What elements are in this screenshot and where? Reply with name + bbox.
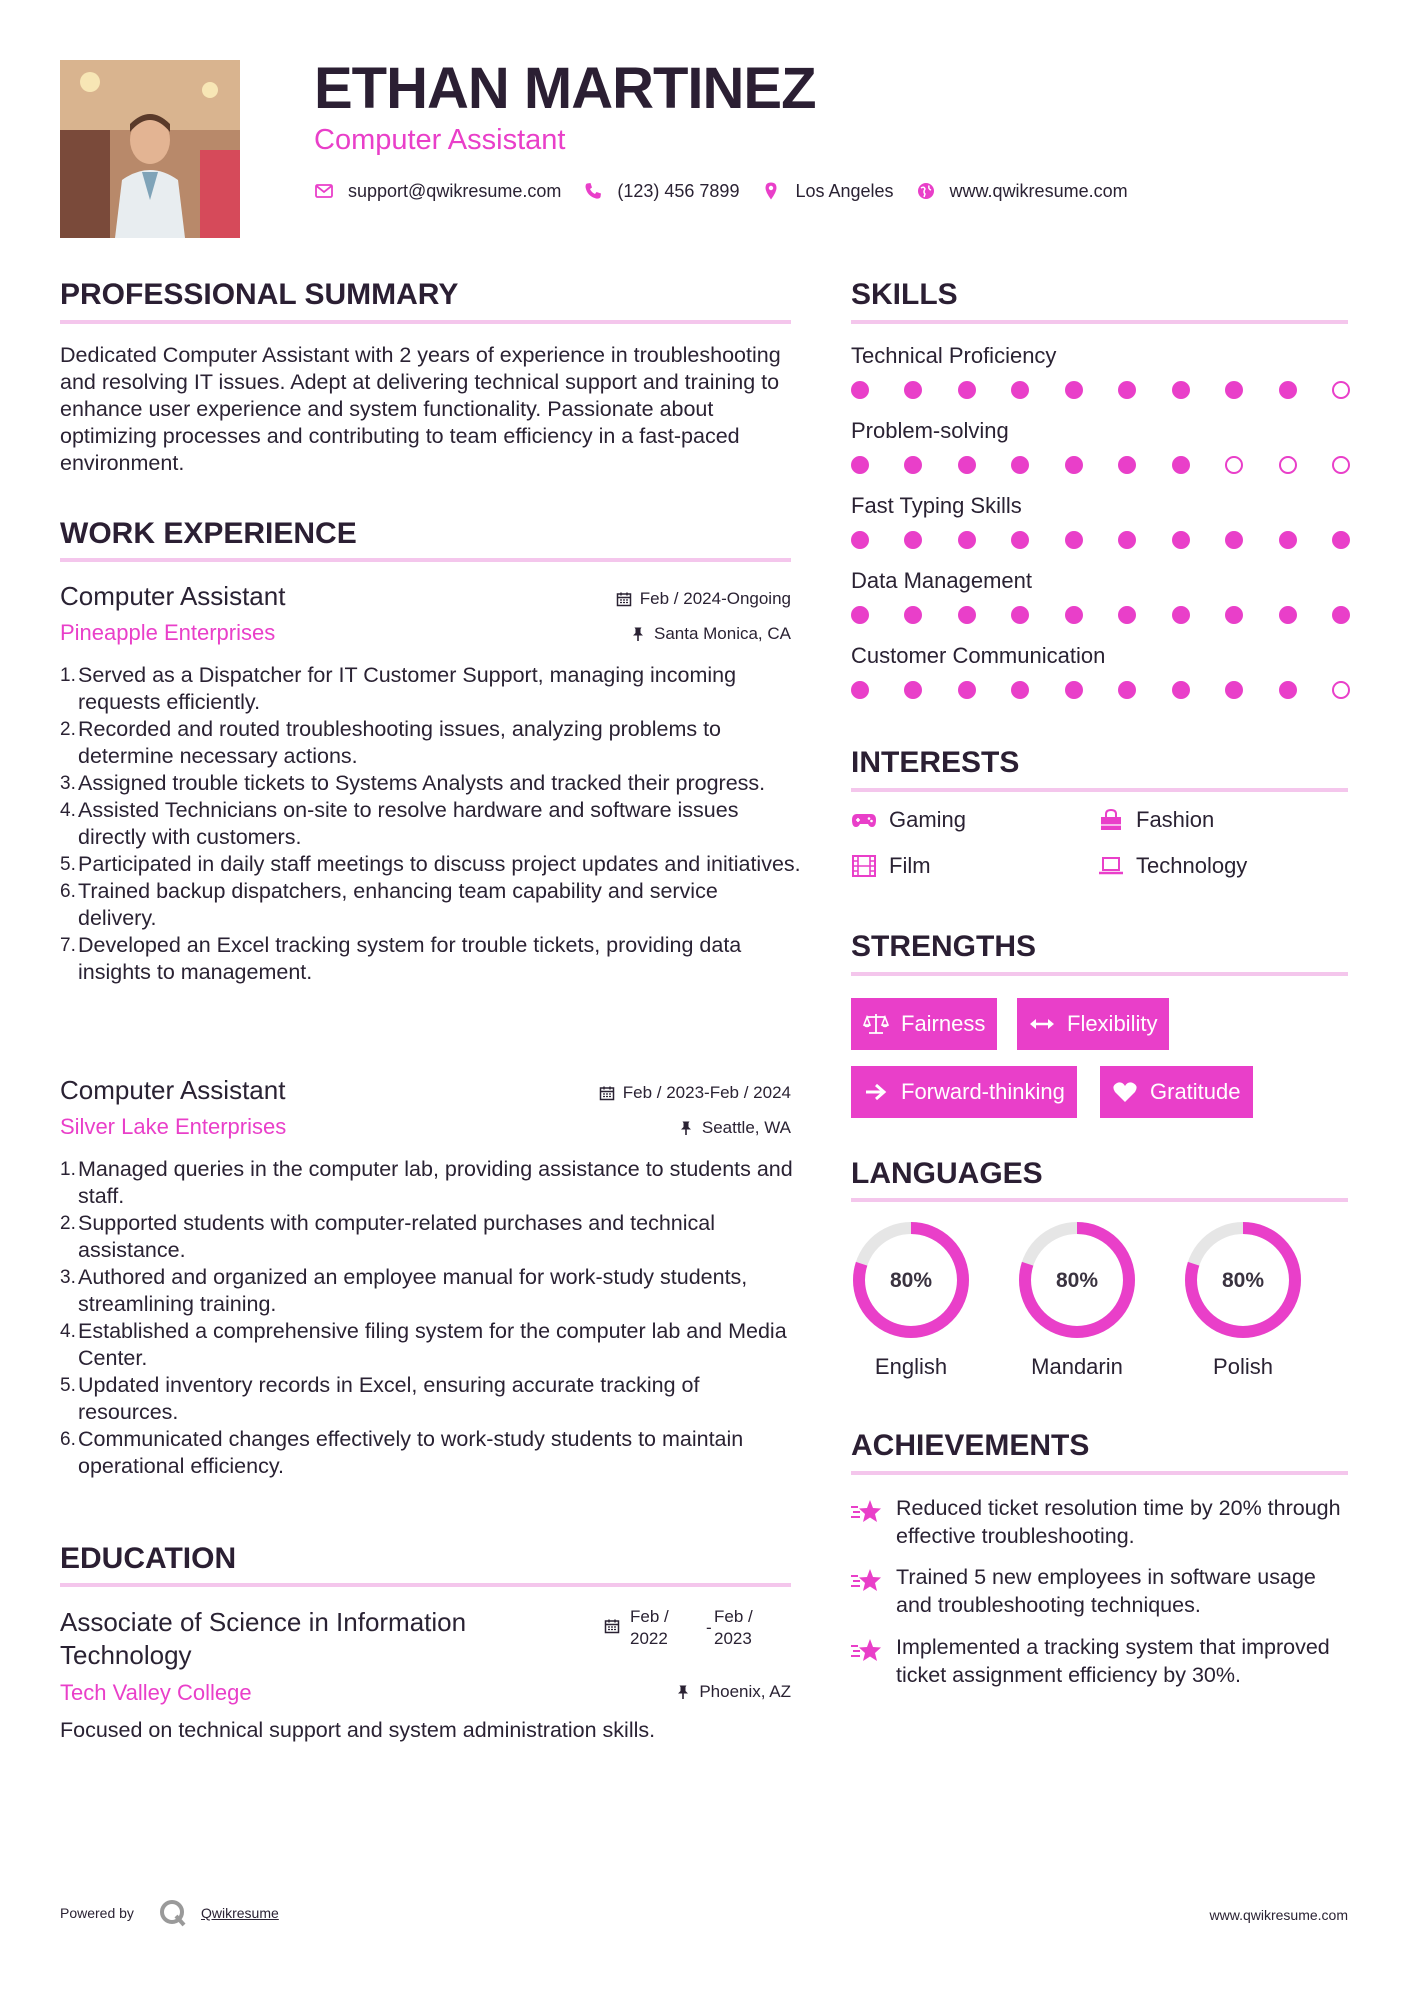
footer-website[interactable]: www.qwikresume.com bbox=[1209, 1907, 1348, 1923]
job-1-bullet: Participated in daily staff meetings to discuss project updates and initiatives. bbox=[78, 852, 801, 876]
strengths-rule bbox=[851, 972, 1348, 976]
interest-fashion bbox=[1098, 807, 1214, 833]
footer-powered-by: Powered by bbox=[60, 1905, 134, 1921]
job-2-company: Silver Lake Enterprises bbox=[60, 1114, 287, 1139]
languages-heading: LANGUAGES bbox=[851, 1157, 1043, 1190]
job-1-bullets bbox=[60, 662, 801, 986]
calendar-icon bbox=[599, 1085, 615, 1101]
strengths-heading: STRENGTHS bbox=[851, 930, 1037, 963]
achievement-text: Trained 5 new employees in software usage and troubleshooting techniques. bbox=[896, 1565, 1316, 1617]
rating-dot-filled bbox=[1225, 606, 1243, 624]
languages-rule bbox=[851, 1198, 1348, 1202]
strength-label: Flexibility bbox=[1067, 1011, 1158, 1036]
rating-dot-filled bbox=[904, 531, 922, 549]
job-2-bullet: Authored and organized an employee manual for work-study students, streamlining training. bbox=[78, 1265, 748, 1316]
experience-rule bbox=[60, 558, 791, 562]
job-1-location bbox=[480, 623, 791, 645]
shopping-bag-icon bbox=[1098, 808, 1124, 832]
job-1-dates-text: Feb / 2024-Ongoing bbox=[639, 589, 791, 608]
language-english bbox=[848, 1217, 974, 1381]
skill-rating bbox=[851, 456, 1350, 476]
rating-dot-filled bbox=[1065, 381, 1083, 399]
edu-end-year: 2023 bbox=[714, 1629, 752, 1648]
rating-dot-filled bbox=[1065, 681, 1083, 699]
achievements-heading: ACHIEVEMENTS bbox=[851, 1429, 1090, 1462]
skill-name: Data Management bbox=[851, 568, 1032, 593]
ring-percent: 80% bbox=[1055, 1269, 1099, 1292]
language-ring bbox=[1180, 1217, 1306, 1343]
rating-dot-filled bbox=[1279, 606, 1297, 624]
balance-scale-icon bbox=[863, 1012, 889, 1036]
rating-dot-filled bbox=[958, 606, 976, 624]
strength-label: Fairness bbox=[901, 1011, 986, 1036]
language-name: Polish bbox=[1213, 1354, 1273, 1379]
contact-website-text: www.qwikresume.com bbox=[949, 180, 1128, 201]
achievement-text: Implemented a tracking system that improved ticket assignment efficiency by 30%. bbox=[896, 1635, 1330, 1687]
heart-icon bbox=[1112, 1080, 1138, 1104]
globe-icon bbox=[916, 181, 936, 201]
rating-dot-filled bbox=[1172, 381, 1190, 399]
rating-dot-filled bbox=[1011, 681, 1029, 699]
skill-rating bbox=[851, 531, 1350, 551]
language-ring bbox=[1014, 1217, 1140, 1343]
job-2-bullet: Updated inventory records in Excel, ensuring accurate tracking of resources. bbox=[78, 1373, 700, 1424]
rating-dot-filled bbox=[1172, 606, 1190, 624]
rating-dot-filled bbox=[958, 531, 976, 549]
job-1-title: Computer Assistant bbox=[60, 581, 286, 611]
education-rule bbox=[60, 1583, 791, 1587]
rating-dot-filled bbox=[1172, 681, 1190, 699]
interests-rule bbox=[851, 788, 1348, 792]
rating-dot-filled bbox=[1011, 531, 1029, 549]
rating-dot-filled bbox=[1118, 531, 1136, 549]
film-icon bbox=[851, 854, 877, 878]
calendar-icon bbox=[604, 1618, 620, 1634]
phone-icon bbox=[583, 181, 603, 201]
interest-label: Gaming bbox=[889, 807, 967, 832]
laptop-icon bbox=[1098, 854, 1124, 878]
arrows-horizontal-icon bbox=[1029, 1012, 1055, 1036]
rating-dot-filled bbox=[851, 531, 869, 549]
rating-dot-empty bbox=[1332, 381, 1350, 399]
degree-line-2: Technology bbox=[60, 1640, 192, 1670]
job-2-location bbox=[480, 1117, 791, 1139]
strength-label: Forward-thinking bbox=[901, 1079, 1065, 1104]
job-1-company: Pineapple Enterprises bbox=[60, 620, 276, 645]
job-1-bullet: Trained backup dispatchers, enhancing team capability and service delivery. bbox=[78, 879, 718, 930]
interest-film bbox=[851, 853, 931, 879]
rating-dot-filled bbox=[1118, 606, 1136, 624]
rating-dot-filled bbox=[1065, 456, 1083, 474]
achievements-rule bbox=[851, 1471, 1348, 1475]
arrow-right-icon bbox=[863, 1080, 889, 1104]
candidate-title: Computer Assistant bbox=[314, 124, 566, 156]
rating-dot-filled bbox=[958, 381, 976, 399]
profile-photo bbox=[60, 60, 240, 238]
school-name: Tech Valley College bbox=[60, 1680, 252, 1705]
summary-rule bbox=[60, 320, 791, 324]
contact-email-text: support@qwikresume.com bbox=[348, 180, 562, 201]
rating-dot-filled bbox=[851, 456, 869, 474]
skills-rule bbox=[851, 320, 1348, 324]
rating-dot-empty bbox=[1279, 456, 1297, 474]
rating-dot-filled bbox=[904, 381, 922, 399]
rating-dot-filled bbox=[851, 381, 869, 399]
skill-name: Technical Proficiency bbox=[851, 343, 1057, 368]
envelope-icon bbox=[314, 181, 334, 201]
shooting-star-icon bbox=[850, 1498, 882, 1526]
rating-dot-filled bbox=[1332, 531, 1350, 549]
rating-dot-filled bbox=[851, 681, 869, 699]
job-1-dates bbox=[480, 588, 791, 610]
strength-fairness bbox=[851, 998, 997, 1050]
skill-name: Problem-solving bbox=[851, 418, 1009, 443]
rating-dot-filled bbox=[1011, 381, 1029, 399]
interest-label: Fashion bbox=[1136, 807, 1215, 832]
rating-dot-filled bbox=[1118, 456, 1136, 474]
job-2-dates bbox=[480, 1082, 791, 1104]
language-name: English bbox=[874, 1354, 948, 1379]
pushpin-icon bbox=[678, 1120, 694, 1136]
rating-dot-filled bbox=[1172, 456, 1190, 474]
contact-location-text: Los Angeles bbox=[795, 180, 894, 201]
pushpin-icon bbox=[630, 626, 646, 642]
interest-gaming bbox=[851, 807, 966, 833]
job-1-bullet: Assisted Technicians on-site to resolve hardware and software issues directly with customers. bbox=[78, 798, 739, 849]
rating-dot-filled bbox=[1172, 531, 1190, 549]
gamepad-icon bbox=[851, 808, 877, 832]
rating-dot-filled bbox=[1279, 381, 1297, 399]
interests-heading: INTERESTS bbox=[851, 746, 1020, 779]
contact-location bbox=[761, 181, 893, 202]
contact-phone[interactable] bbox=[583, 181, 739, 202]
edu-location bbox=[480, 1681, 791, 1703]
language-mandarin bbox=[1014, 1217, 1140, 1381]
rating-dot-filled bbox=[1065, 606, 1083, 624]
skill-rating bbox=[851, 606, 1350, 626]
job-1-bullet: Assigned trouble tickets to Systems Analysts and tracked their progress. bbox=[78, 771, 766, 795]
rating-dot-filled bbox=[1279, 681, 1297, 699]
achievement-item bbox=[850, 1494, 1350, 1550]
job-2-bullet: Communicated changes effectively to work-study students to maintain operational efficiency. bbox=[78, 1427, 744, 1478]
job-2-dates-text: Feb / 2023-Feb / 2024 bbox=[622, 1083, 791, 1102]
edu-location-text: Phoenix, AZ bbox=[699, 1682, 791, 1701]
rating-dot-filled bbox=[1118, 681, 1136, 699]
footer-brand-link[interactable]: Qwikresume bbox=[201, 1905, 279, 1921]
language-name: Mandarin bbox=[1031, 1354, 1123, 1379]
summary-text: Dedicated Computer Assistant with 2 years of experience in troubleshooting and resolving IT issues. Adept at delivering technical support and training to enhance user experience and system functionality. Passionate about optimizing processes and contributing to team efficiency in a fast-paced environment. bbox=[60, 343, 781, 475]
language-ring bbox=[848, 1217, 974, 1343]
job-1-bullet: Served as a Dispatcher for IT Customer Support, managing incoming requests efficiently. bbox=[78, 663, 737, 714]
contact-phone-text: (123) 456 7899 bbox=[617, 180, 740, 201]
skill-name: Customer Communication bbox=[851, 643, 1106, 668]
education-heading: EDUCATION bbox=[60, 1542, 237, 1575]
contact-email[interactable] bbox=[314, 181, 561, 202]
experience-heading: WORK EXPERIENCE bbox=[60, 517, 357, 550]
rating-dot-empty bbox=[1332, 456, 1350, 474]
rating-dot-empty bbox=[1332, 681, 1350, 699]
rating-dot-filled bbox=[958, 456, 976, 474]
strength-forward-thinking bbox=[851, 1066, 1077, 1118]
edu-start-year: 2022 bbox=[630, 1629, 668, 1648]
skills-heading: SKILLS bbox=[851, 278, 958, 311]
rating-dot-filled bbox=[851, 606, 869, 624]
interest-label: Film bbox=[889, 853, 931, 878]
job-1-location-text: Santa Monica, CA bbox=[653, 624, 791, 643]
degree-line-1: Associate of Science in Information bbox=[60, 1607, 467, 1637]
edu-start-month: Feb / bbox=[630, 1607, 669, 1626]
rating-dot-filled bbox=[904, 456, 922, 474]
ring-percent: 80% bbox=[1221, 1269, 1265, 1292]
contact-bar bbox=[314, 176, 1150, 206]
achievement-item bbox=[850, 1563, 1350, 1619]
job-1-bullet: Developed an Excel tracking system for trouble tickets, providing data insights to management. bbox=[78, 933, 742, 984]
achievement-item bbox=[850, 1633, 1350, 1689]
rating-dot-filled bbox=[1065, 531, 1083, 549]
rating-dot-filled bbox=[1225, 531, 1243, 549]
edu-end-month: Feb / bbox=[714, 1607, 753, 1626]
job-2-location-text: Seattle, WA bbox=[701, 1118, 791, 1137]
contact-website[interactable] bbox=[916, 181, 1128, 202]
job-2-bullet: Supported students with computer-related purchases and technical assistance. bbox=[78, 1211, 716, 1262]
shooting-star-icon bbox=[850, 1567, 882, 1595]
rating-dot-filled bbox=[1011, 456, 1029, 474]
rating-dot-filled bbox=[904, 681, 922, 699]
rating-dot-filled bbox=[958, 681, 976, 699]
job-2-bullet: Managed queries in the computer lab, providing assistance to students and staff. bbox=[78, 1157, 793, 1208]
rating-dot-filled bbox=[1225, 381, 1243, 399]
strength-flexibility bbox=[1017, 998, 1169, 1050]
pushpin-icon bbox=[675, 1684, 691, 1700]
rating-dot-filled bbox=[1279, 531, 1297, 549]
language-polish bbox=[1180, 1217, 1306, 1381]
job-2-bullets bbox=[60, 1156, 801, 1480]
rating-dot-filled bbox=[1011, 606, 1029, 624]
skill-rating bbox=[851, 381, 1350, 401]
interest-technology bbox=[1098, 853, 1247, 879]
rating-dot-empty bbox=[1225, 456, 1243, 474]
job-2-title: Computer Assistant bbox=[60, 1075, 286, 1105]
edu-description: Focused on technical support and system administration skills. bbox=[60, 1718, 656, 1742]
skill-name: Fast Typing Skills bbox=[851, 493, 1022, 518]
skill-rating bbox=[851, 681, 1350, 701]
rating-dot-filled bbox=[904, 606, 922, 624]
strength-gratitude bbox=[1100, 1066, 1253, 1118]
interest-label: Technology bbox=[1136, 853, 1248, 878]
ring-percent: 80% bbox=[889, 1269, 933, 1292]
summary-heading: PROFESSIONAL SUMMARY bbox=[60, 278, 459, 311]
qwikresume-logo-icon bbox=[158, 1898, 188, 1928]
calendar-icon bbox=[616, 591, 632, 607]
rating-dot-filled bbox=[1332, 606, 1350, 624]
strength-label: Gratitude bbox=[1150, 1079, 1241, 1104]
job-2-bullet: Established a comprehensive filing system for the computer lab and Media Center. bbox=[78, 1319, 787, 1370]
rating-dot-filled bbox=[1118, 381, 1136, 399]
shooting-star-icon bbox=[850, 1637, 882, 1665]
job-1-bullet: Recorded and routed troubleshooting issues, analyzing problems to determine necessary actions. bbox=[78, 717, 722, 768]
map-pin-icon bbox=[761, 181, 781, 201]
rating-dot-filled bbox=[1225, 681, 1243, 699]
candidate-name: ETHAN MARTINEZ bbox=[314, 56, 816, 121]
achievement-text: Reduced ticket resolution time by 20% through effective troubleshooting. bbox=[896, 1496, 1341, 1548]
edu-date-dash: - bbox=[706, 1618, 712, 1637]
